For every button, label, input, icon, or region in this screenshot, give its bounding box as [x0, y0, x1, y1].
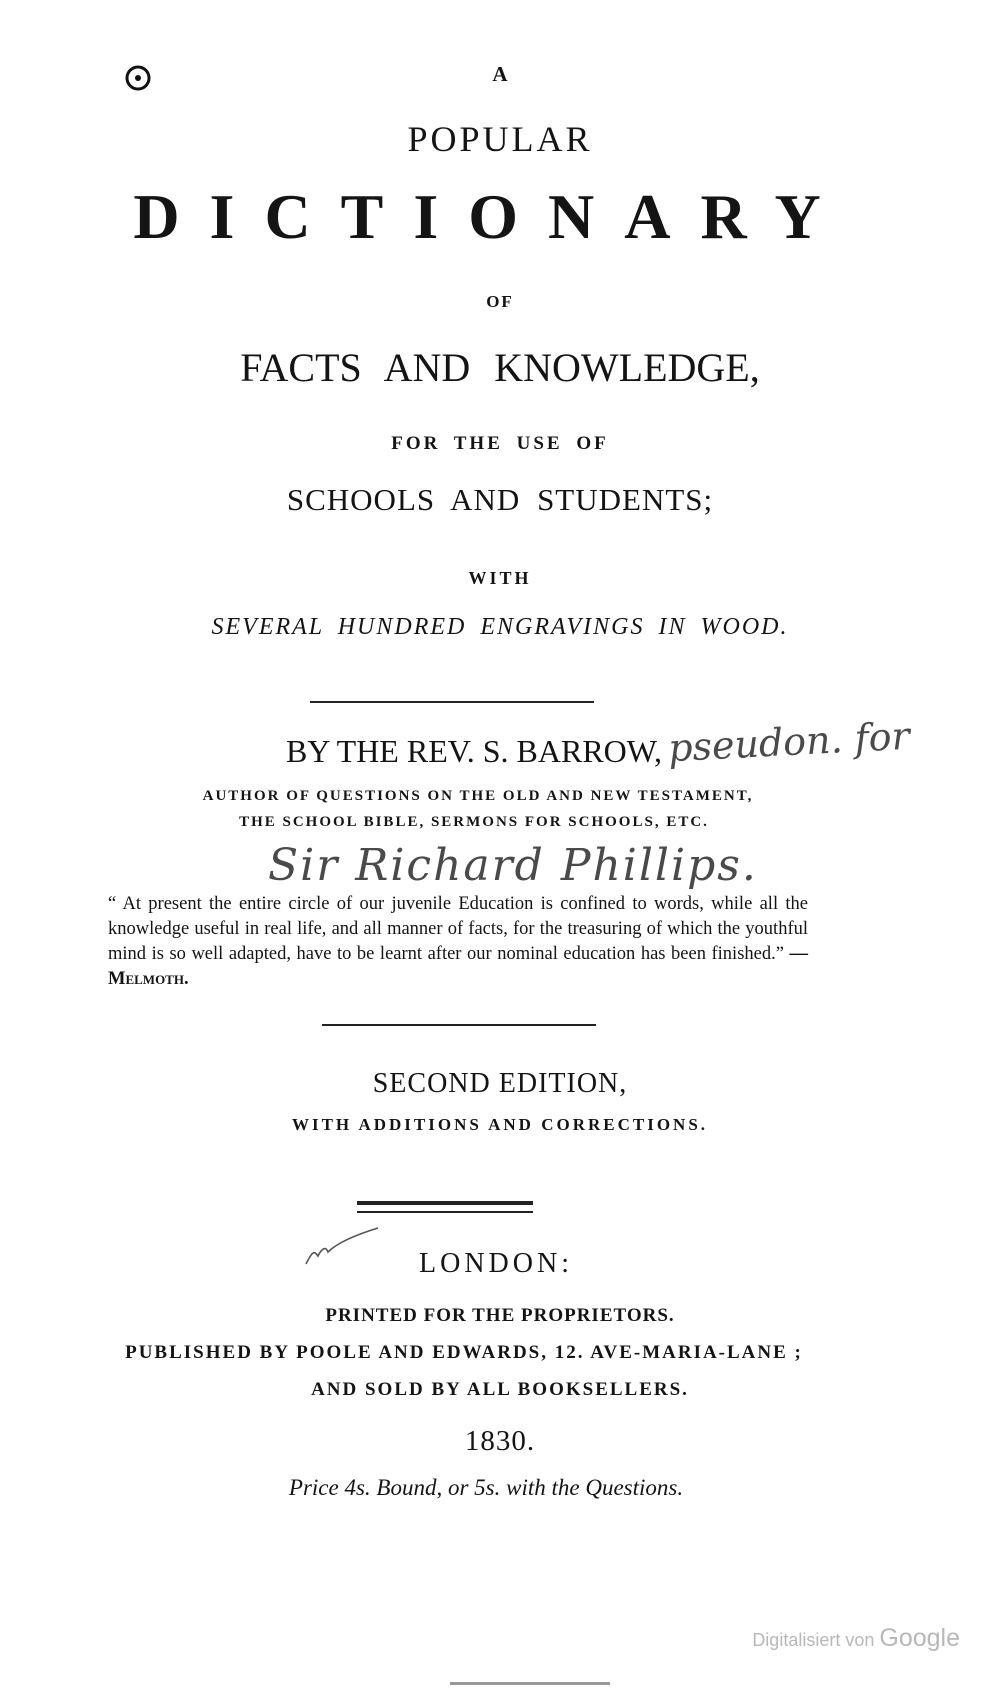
epigraph-text: “ At present the entire circle of our juvenile Education is confined to words, while all the knowledge useful in real life, and all manner of facts, for the treasuring of which the youthful mind is so well adapted, have to be learnt after our nominal education has been finished.”	[108, 894, 808, 964]
divider-1	[310, 701, 594, 703]
author-byline: BY THE REV. S. BARROW,	[285, 733, 663, 769]
edition-title: SECOND EDITION,	[372, 1068, 628, 1099]
handwritten-real-name: Sir Richard Phillips.	[268, 840, 758, 891]
epigraph-author: — Melmoth.	[108, 944, 808, 989]
subtitle-with: WITH	[468, 568, 532, 588]
imprint-printed: PRINTED FOR THE PROPRIETORS.	[325, 1305, 675, 1326]
imprint-price: Price 4s. Bound, or 5s. with the Questions.	[288, 1475, 684, 1500]
page-bottom-edge	[450, 1682, 610, 1685]
watermark-brand: Google	[879, 1624, 960, 1652]
author-works-line-1: AUTHOR OF QUESTIONS ON THE OLD AND NEW TESTAMENT,	[202, 788, 754, 804]
title-popular: POPULAR	[407, 119, 593, 159]
double-rule-bottom	[357, 1211, 533, 1213]
title-dictionary: DICTIONARY	[133, 181, 851, 252]
imprint-city: LONDON:	[419, 1248, 573, 1279]
subtitle-schools: SCHOOLS AND STUDENTS;	[286, 482, 714, 517]
imprint-year: 1830.	[464, 1425, 536, 1457]
author-works-line-2: THE SCHOOL BIBLE, SERMONS FOR SCHOOLS, ETC.	[239, 814, 709, 830]
handwritten-pseudonym-note: pseudon. for	[667, 713, 911, 771]
title-of: OF	[486, 292, 514, 311]
digitization-watermark	[752, 1624, 960, 1653]
title-article: A	[492, 62, 508, 86]
imprint-sold: AND SOLD BY ALL BOOKSELLERS.	[311, 1379, 689, 1400]
double-rule-top	[357, 1201, 533, 1205]
divider-2	[322, 1024, 596, 1026]
title-facts: FACTS AND KNOWLEDGE,	[240, 345, 760, 390]
imprint-publisher: PUBLISHED BY POOLE AND EDWARDS, 12. AVE-MARIA-LANE ;	[125, 1342, 803, 1363]
subtitle-for-use: FOR THE USE OF	[391, 433, 609, 454]
subtitle-engravings: SEVERAL HUNDRED ENGRAVINGS IN WOOD.	[211, 614, 789, 640]
epigraph-quote	[108, 892, 808, 992]
edition-subtitle: WITH ADDITIONS AND CORRECTIONS.	[291, 1115, 709, 1134]
watermark-prefix: Digitalisiert von	[752, 1630, 875, 1650]
